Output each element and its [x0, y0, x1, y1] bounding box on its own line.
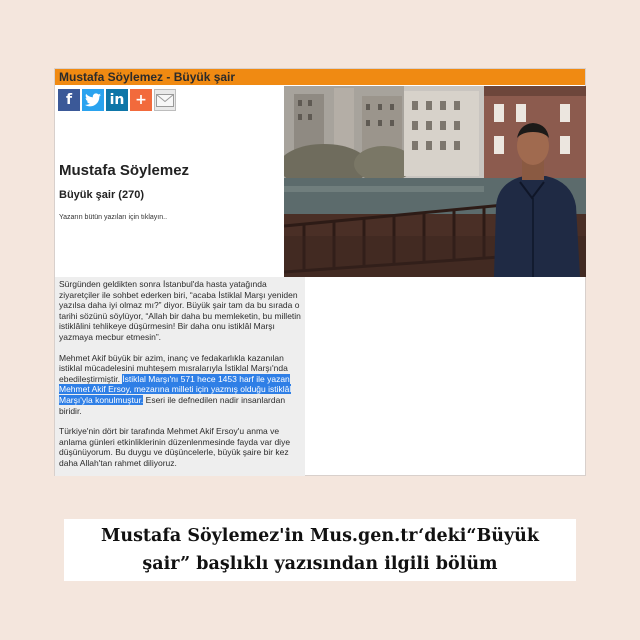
linkedin-icon[interactable]: in — [106, 89, 128, 111]
article-paragraph-3: Türkiye'nin dört bir tarafında Mehmet Akif Ersoy'u anma ve anlama günleri etkinliklerinin düzenlenmesinde fayda var diye düşünüyorum. Bu duygu ve düşüncelerle, büyük şaire bir kez daha Allah'tan rahmet diliyoruz. — [59, 426, 291, 468]
twitter-icon[interactable] — [82, 89, 104, 111]
article-body — [55, 277, 305, 476]
plus-share-icon[interactable]: + — [130, 89, 152, 111]
author-name: Mustafa Söylemez — [59, 162, 190, 179]
webpage-screenshot — [54, 68, 586, 476]
page-title-bar: Mustafa Söylemez - Büyük şair — [55, 69, 585, 85]
all-posts-link[interactable]: Yazarın bütün yazıları için tıklayın.. — [59, 214, 168, 221]
article-subtitle: Büyük şair (270) — [59, 189, 144, 201]
article-paragraph-2 — [59, 353, 302, 417]
mail-icon[interactable] — [154, 89, 176, 111]
caption-line-2: şair” başlıklı yazısından ilgili bölüm — [142, 554, 498, 574]
article-paragraph-2-start: Mehmet Akif büyük bir azim, inanç ve fedakarlıkla kazanılan istiklal mücadelesini muhteşem mısralarıyla İstiklal Marşı'nda ebedileştirmiştir. — [59, 352, 288, 384]
caption-box — [64, 519, 576, 581]
author-photo — [284, 86, 586, 277]
twitter-bird-icon — [85, 93, 101, 107]
facebook-icon[interactable]: f — [58, 89, 80, 111]
article-paragraph-1: Sürgünden geldikten sonra İstanbul'da hasta yatağında ziyaretçiler ile sohbet ederken biri, “acaba İstiklal Marşı yeniden yazılsa daha iyi olmaz mı?” diyor. Büyük şair tam da bu sırada o tarihi sözünü söylüyor, “Allah bir daha bu memleketin, bu milletin istiklâlini tehlikeye düşürmesin! Bir daha onu istiklâl Marşı yazmaya mecbur etmesin”. — [59, 279, 301, 342]
author-photo-image — [284, 86, 586, 277]
envelope-icon — [156, 94, 174, 107]
caption-line-1: Mustafa Söylemez'in Mus.gen.tr‘deki“Büyük — [100, 526, 539, 546]
share-buttons — [58, 89, 176, 111]
article-paragraph-2-end: Eseri ile defnedilen nadir insanlardan biridir. — [59, 394, 286, 416]
highlighted-selection: İstiklal Marşı'nı 571 hece 1453 harf ile yazan Mehmet Akif Ersoy, mezarına milleti için yazmış olduğu istiklâl Marşı'yla konulmuştur. — [59, 373, 292, 405]
